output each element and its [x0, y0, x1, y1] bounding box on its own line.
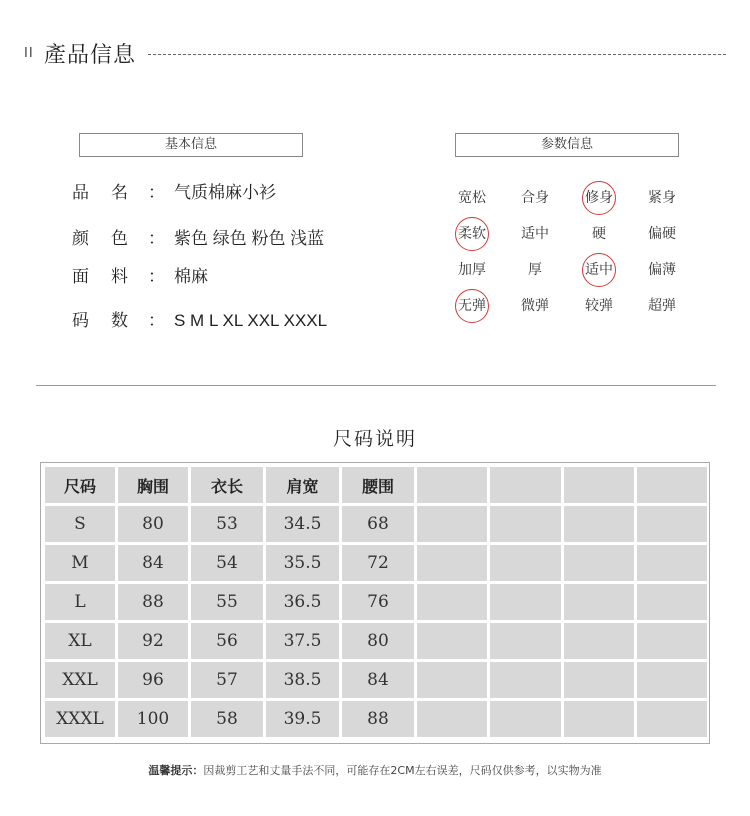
table-empty-cell	[637, 467, 707, 503]
basic-info-label: 码数	[72, 311, 150, 331]
basic-info-colon: ：	[148, 311, 165, 331]
title-divider	[148, 54, 726, 55]
table-empty-cell	[490, 662, 561, 698]
table-cell: 38.5	[266, 662, 339, 698]
basic-info-colon: ：	[148, 229, 165, 249]
param-option: 紧身	[648, 190, 676, 206]
table-empty-cell	[637, 623, 707, 659]
param-option: 偏薄	[648, 262, 676, 278]
size-label-cell: XL	[45, 623, 115, 659]
param-info-heading: 参数信息	[455, 133, 679, 157]
table-empty-cell	[490, 623, 561, 659]
table-header-cell: 肩宽	[266, 467, 339, 503]
param-option: 合身	[521, 190, 549, 206]
basic-info-value: 紫色 绿色 粉色 浅蓝	[174, 229, 325, 248]
table-empty-cell	[564, 701, 634, 737]
param-option: 适中	[521, 226, 549, 242]
basic-info-colon: ：	[148, 267, 165, 287]
table-empty-cell	[417, 584, 487, 620]
table-cell: 58	[191, 701, 263, 737]
table-empty-cell	[490, 506, 561, 542]
size-label-cell: M	[45, 545, 115, 581]
tip-label: 温馨提示：	[148, 764, 204, 777]
basic-info-colon: ：	[148, 183, 165, 203]
table-cell: 55	[191, 584, 263, 620]
param-option: 偏硬	[648, 226, 676, 242]
table-empty-cell	[637, 506, 707, 542]
basic-info-row	[72, 178, 276, 203]
param-option: 硬	[592, 226, 606, 242]
basic-info-label: 品名	[72, 183, 150, 203]
table-empty-cell	[417, 506, 487, 542]
table-cell: 36.5	[266, 584, 339, 620]
table-cell: 80	[342, 623, 414, 659]
table-empty-cell	[417, 623, 487, 659]
table-cell: 76	[342, 584, 414, 620]
table-empty-cell	[564, 545, 634, 581]
table-empty-cell	[417, 701, 487, 737]
table-cell: 88	[342, 701, 414, 737]
param-option: 适中	[585, 262, 613, 278]
basic-info-value: S M L XL XXL XXXL	[174, 311, 328, 330]
param-option: 厚	[528, 262, 542, 278]
basic-info-heading: 基本信息	[79, 133, 303, 157]
table-header-cell: 衣长	[191, 467, 263, 503]
table-empty-cell	[417, 662, 487, 698]
table-cell: 96	[118, 662, 188, 698]
table-cell: 88	[118, 584, 188, 620]
size-label-cell: S	[45, 506, 115, 542]
param-option: 宽松	[458, 190, 486, 206]
table-header-cell: 腰围	[342, 467, 414, 503]
table-cell: 57	[191, 662, 263, 698]
table-empty-cell	[637, 701, 707, 737]
table-cell: 53	[191, 506, 263, 542]
basic-info-label: 颜色	[72, 229, 150, 249]
param-option: 修身	[585, 190, 613, 206]
param-option: 超弹	[648, 298, 676, 314]
table-empty-cell	[637, 662, 707, 698]
table-empty-cell	[564, 584, 634, 620]
param-option: 微弹	[521, 298, 549, 314]
size-label-cell: XXL	[45, 662, 115, 698]
table-cell: 37.5	[266, 623, 339, 659]
param-option: 无弹	[458, 298, 486, 314]
tip-text: 因裁剪工艺和丈量手法不同，可能存在2CM左右误差，尺码仅供参考，以实物为准	[203, 764, 602, 777]
table-cell: 92	[118, 623, 188, 659]
table-empty-cell	[490, 545, 561, 581]
basic-info-value: 棉麻	[174, 267, 208, 286]
table-cell: 80	[118, 506, 188, 542]
page-title: 產品信息	[44, 43, 137, 68]
size-label-cell: L	[45, 584, 115, 620]
section-marker: II	[24, 46, 34, 61]
table-cell: 84	[342, 662, 414, 698]
table-cell: 72	[342, 545, 414, 581]
basic-info-label: 面料	[72, 267, 150, 287]
table-cell: 56	[191, 623, 263, 659]
basic-info-row	[72, 262, 208, 287]
table-empty-cell	[564, 662, 634, 698]
table-cell: 100	[118, 701, 188, 737]
table-header-cell: 胸围	[118, 467, 188, 503]
table-cell: 84	[118, 545, 188, 581]
table-empty-cell	[637, 584, 707, 620]
table-cell: 54	[191, 545, 263, 581]
table-empty-cell	[637, 545, 707, 581]
table-cell: 39.5	[266, 701, 339, 737]
table-empty-cell	[564, 467, 634, 503]
param-option: 较弹	[585, 298, 613, 314]
size-table	[40, 462, 710, 744]
table-cell: 68	[342, 506, 414, 542]
param-option: 柔软	[458, 226, 486, 242]
size-label-cell: XXXL	[45, 701, 115, 737]
basic-info-row	[72, 224, 324, 249]
table-empty-cell	[490, 584, 561, 620]
param-option: 加厚	[458, 262, 486, 278]
table-empty-cell	[490, 467, 561, 503]
table-empty-cell	[490, 701, 561, 737]
table-cell: 34.5	[266, 506, 339, 542]
basic-info-value: 气质棉麻小衫	[174, 183, 276, 202]
table-empty-cell	[417, 545, 487, 581]
section-divider	[36, 385, 716, 386]
table-empty-cell	[564, 623, 634, 659]
table-header-cell: 尺码	[45, 467, 115, 503]
basic-info-row	[72, 306, 327, 331]
size-chart-title: 尺码说明	[332, 428, 417, 450]
table-empty-cell	[417, 467, 487, 503]
table-empty-cell	[564, 506, 634, 542]
table-cell: 35.5	[266, 545, 339, 581]
footer-tip	[0, 762, 750, 778]
